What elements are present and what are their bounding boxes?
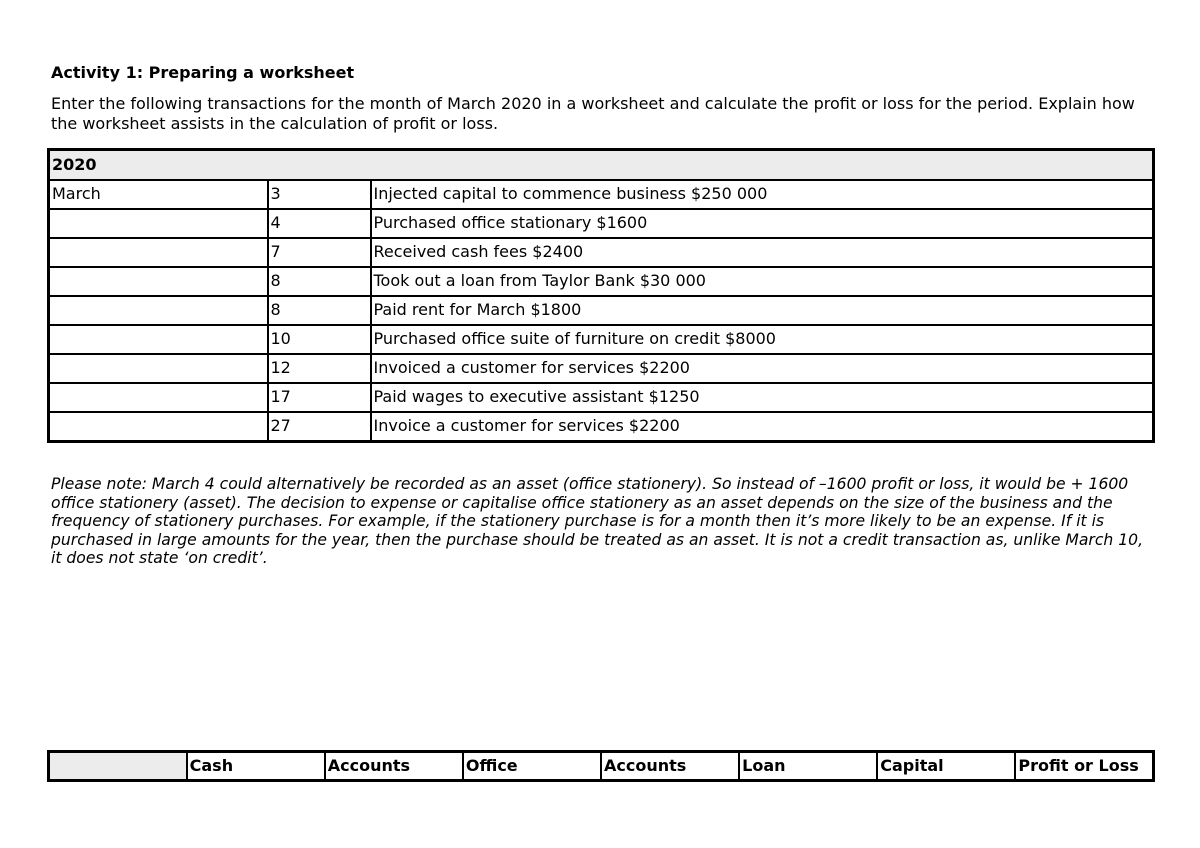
description-cell: Injected capital to commence business $250 000 xyxy=(371,180,1154,209)
day-cell: 7 xyxy=(268,238,371,267)
month-cell xyxy=(49,412,268,442)
description-cell: Paid rent for March $1800 xyxy=(371,296,1154,325)
table-row xyxy=(49,180,1154,209)
description-cell: Received cash fees $2400 xyxy=(371,238,1154,267)
worksheet-header-cash: Cash xyxy=(187,752,325,781)
worksheet-header-loan: Loan xyxy=(739,752,877,781)
table-row xyxy=(49,325,1154,354)
table-row xyxy=(49,267,1154,296)
month-cell xyxy=(49,267,268,296)
description-cell: Paid wages to executive assistant $1250 xyxy=(371,383,1154,412)
description-cell: Purchased office stationary $1600 xyxy=(371,209,1154,238)
month-cell xyxy=(49,238,268,267)
worksheet-header-accounts-receivable: Accounts xyxy=(325,752,463,781)
month-cell xyxy=(49,325,268,354)
year-cell: 2020 xyxy=(49,150,1154,181)
day-cell: 3 xyxy=(268,180,371,209)
day-cell: 10 xyxy=(268,325,371,354)
description-cell: Invoiced a customer for services $2200 xyxy=(371,354,1154,383)
worksheet-header-accounts-payable: Accounts xyxy=(601,752,739,781)
table-row xyxy=(49,238,1154,267)
table-row xyxy=(49,412,1154,442)
stationery-note: Please note: March 4 could alternatively be recorded as an asset (office stationery). So instead of –1600 profit or loss, it would be + 1600 office stationery (asset). The decision to expense or capitalise office stationery as an asset depends on the size of the business and the frequency of stationery purchases. For example, if the stationery purchase is for a month then it’s more likely to be an expense. If it is purchased in large amounts for the year, then the purchase should be treated as an asset. It is not a credit transaction as, unlike March 10, it does not state ‘on credit’. xyxy=(51,475,1144,567)
day-cell: 27 xyxy=(268,412,371,442)
worksheet-header-blank xyxy=(49,752,187,781)
activity-title: Activity 1: Preparing a worksheet xyxy=(51,63,355,82)
worksheet-header-office: Office xyxy=(463,752,601,781)
description-cell: Took out a loan from Taylor Bank $30 000 xyxy=(371,267,1154,296)
month-cell xyxy=(49,354,268,383)
month-cell xyxy=(49,383,268,412)
day-cell: 4 xyxy=(268,209,371,238)
worksheet-header-table xyxy=(47,750,1155,782)
year-header-row xyxy=(49,150,1154,181)
month-cell xyxy=(49,209,268,238)
worksheet-header-profit-or-loss: Profit or Loss xyxy=(1015,752,1153,781)
day-cell: 17 xyxy=(268,383,371,412)
table-row xyxy=(49,209,1154,238)
table-row xyxy=(49,354,1154,383)
description-cell: Invoice a customer for services $2200 xyxy=(371,412,1154,442)
day-cell: 8 xyxy=(268,296,371,325)
day-cell: 8 xyxy=(268,267,371,296)
transactions-table xyxy=(47,148,1155,443)
table-row xyxy=(49,296,1154,325)
month-cell: March xyxy=(49,180,268,209)
table-row xyxy=(49,383,1154,412)
activity-instructions: Enter the following transactions for the month of March 2020 in a worksheet and calculate the profit or loss for the period. Explain how the worksheet assists in the calculation of profit or loss. xyxy=(51,94,1135,133)
month-cell xyxy=(49,296,268,325)
description-cell: Purchased office suite of furniture on credit $8000 xyxy=(371,325,1154,354)
day-cell: 12 xyxy=(268,354,371,383)
worksheet-header-capital: Capital xyxy=(877,752,1015,781)
worksheet-header-row xyxy=(49,752,1154,781)
